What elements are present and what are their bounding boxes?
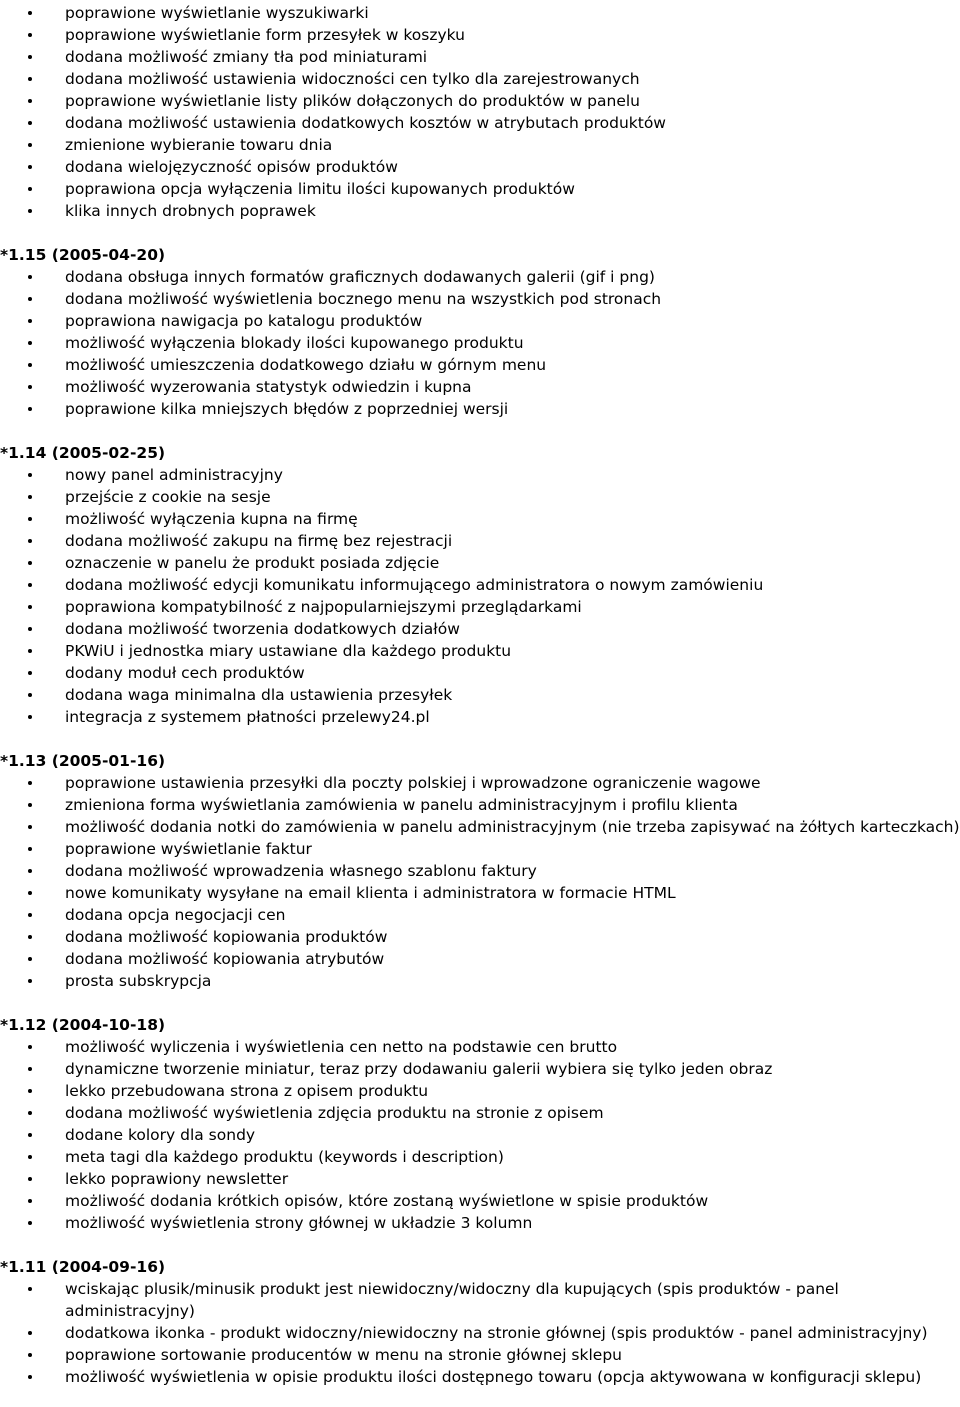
list-item-text: dynamiczne tworzenie miniatur, teraz przy dodawaniu galerii wybiera się tylko jeden obraz [65,1060,773,1078]
list-item [0,68,960,90]
bullet-icon [28,1221,32,1225]
bullet-icon [28,561,32,565]
bullet-icon [28,11,32,15]
changes-list [0,464,960,728]
bullet-icon [28,979,32,983]
list-item [0,684,960,706]
list-item-text: nowe komunikaty wysyłane na email klienta i administratora w formacie HTML [65,884,676,902]
list-item-text: możliwość wyliczenia i wyświetlenia cen netto na podstawie cen brutto [65,1038,618,1056]
bullet-icon [28,143,32,147]
list-item-text: poprawione wyświetlanie wyszukiwarki [65,4,369,22]
list-item [0,90,960,112]
list-item-text: wciskając plusik/minusik produkt jest niewidoczny/widoczny dla kupujących (spis produktów - panel administracyjny) [65,1280,839,1320]
list-item [0,398,960,420]
list-item [0,596,960,618]
version-heading: *1.14 (2005-02-25) [0,444,166,462]
bullet-icon [28,407,32,411]
list-item [0,508,960,530]
bullet-icon [28,715,32,719]
version-heading: *1.15 (2005-04-20) [0,246,166,264]
changelog-section-top [0,2,960,222]
list-item [0,310,960,332]
list-item [0,1146,960,1168]
bullet-icon [28,583,32,587]
bullet-icon [28,33,32,37]
changelog-document [0,2,960,1388]
list-item-text: poprawione wyświetlanie form przesyłek w koszyku [65,26,465,44]
bullet-icon [28,825,32,829]
list-item [0,1278,960,1322]
bullet-icon [28,1067,32,1071]
bullet-icon [28,539,32,543]
version-heading: *1.12 (2004-10-18) [0,1016,166,1034]
bullet-icon [28,1089,32,1093]
bullet-icon [28,1287,32,1291]
bullet-icon [28,847,32,851]
list-item [0,1212,960,1234]
bullet-icon [28,297,32,301]
list-item [0,1124,960,1146]
list-item-text: dodany moduł cech produktów [65,664,305,682]
list-item [0,618,960,640]
bullet-icon [28,649,32,653]
list-item-text: dodana możliwość ustawienia widoczności cen tylko dla zarejestrowanych [65,70,640,88]
list-item [0,134,960,156]
bullet-icon [28,1375,32,1379]
bullet-icon [28,319,32,323]
bullet-icon [28,165,32,169]
list-item-text: poprawione wyświetlanie listy plików dołączonych do produktów w panelu [65,92,641,110]
bullet-icon [28,1353,32,1357]
list-item [0,530,960,552]
list-item-text: dodane kolory dla sondy [65,1126,256,1144]
list-item [0,1322,960,1344]
list-item [0,178,960,200]
list-item [0,354,960,376]
list-item-text: lekko poprawiony newsletter [65,1170,289,1188]
list-item-text: dodana możliwość edycji komunikatu informującego administratora o nowym zamówieniu [65,576,764,594]
list-item-text: dodana obsługa innych formatów graficznych dodawanych galerii (gif i png) [65,268,655,286]
changes-list [0,2,960,222]
bullet-icon [28,913,32,917]
bullet-icon [28,275,32,279]
list-item [0,662,960,684]
list-item [0,156,960,178]
list-item-text: zmienione wybieranie towaru dnia [65,136,333,154]
bullet-icon [28,1155,32,1159]
list-item [0,1366,960,1388]
list-item-text: poprawione sortowanie producentów w menu na stronie głównej sklepu [65,1346,622,1364]
bullet-icon [28,385,32,389]
bullet-icon [28,1045,32,1049]
list-item-text: dodana możliwość wyświetlenia zdjęcia produktu na stronie z opisem [65,1104,604,1122]
bullet-icon [28,957,32,961]
list-item-text: lekko przebudowana strona z opisem produktu [65,1082,429,1100]
bullet-icon [28,55,32,59]
list-item-text: poprawiona kompatybilność z najpopularniejszymi przeglądarkami [65,598,582,616]
bullet-icon [28,99,32,103]
list-item [0,970,960,992]
list-item [0,1036,960,1058]
list-item [0,882,960,904]
bullet-icon [28,693,32,697]
list-item-text: poprawione kilka mniejszych błędów z poprzedniej wersji [65,400,509,418]
version-heading: *1.11 (2004-09-16) [0,1258,166,1276]
list-item [0,288,960,310]
list-item [0,1080,960,1102]
list-item-text: zmieniona forma wyświetlania zamówienia w panelu administracyjnym i profilu klienta [65,796,738,814]
list-item-text: dodana waga minimalna dla ustawienia przesyłek [65,686,453,704]
list-item [0,838,960,860]
list-item-text: poprawione wyświetlanie faktur [65,840,312,858]
bullet-icon [28,935,32,939]
list-item-text: przejście z cookie na sesje [65,488,271,506]
list-item-text: dodana możliwość kopiowania atrybutów [65,950,385,968]
list-item-text: dodana opcja negocjacji cen [65,906,286,924]
bullet-icon [28,1111,32,1115]
list-item-text: dodana możliwość kopiowania produktów [65,928,388,946]
list-item [0,2,960,24]
bullet-icon [28,209,32,213]
changes-list [0,1036,960,1234]
bullet-icon [28,187,32,191]
bullet-icon [28,891,32,895]
list-item-text: możliwość wyłączenia kupna na firmę [65,510,358,528]
changelog-section [0,1014,960,1234]
list-item-text: integracja z systemem płatności przelewy24.pl [65,708,430,726]
changelog-section [0,1256,960,1388]
bullet-icon [28,1133,32,1137]
list-item-text: możliwość umieszczenia dodatkowego działu w górnym menu [65,356,547,374]
bullet-icon [28,605,32,609]
bullet-icon [28,671,32,675]
list-item-text: klika innych drobnych poprawek [65,202,316,220]
bullet-icon [28,781,32,785]
list-item [0,200,960,222]
bullet-icon [28,341,32,345]
list-item-text: dodatkowa ikonka - produkt widoczny/niewidoczny na stronie głównej (spis produktów - panel administracyjny) [65,1324,928,1342]
bullet-icon [28,363,32,367]
changes-list [0,1278,960,1388]
list-item-text: możliwość wyłączenia blokady ilości kupowanego produktu [65,334,524,352]
list-item [0,112,960,134]
list-item-text: dodana wielojęzyczność opisów produktów [65,158,398,176]
bullet-icon [28,495,32,499]
list-item [0,816,960,838]
list-item [0,860,960,882]
list-item-text: nowy panel administracyjny [65,466,283,484]
list-item [0,332,960,354]
changes-list [0,772,960,992]
list-item [0,464,960,486]
bullet-icon [28,869,32,873]
list-item [0,772,960,794]
list-item [0,640,960,662]
list-item-text: PKWiU i jednostka miary ustawiane dla każdego produktu [65,642,512,660]
list-item-text: oznaczenie w panelu że produkt posiada zdjęcie [65,554,440,572]
list-item [0,24,960,46]
list-item [0,1102,960,1124]
list-item-text: możliwość wyświetlenia strony głównej w układzie 3 kolumn [65,1214,533,1232]
list-item-text: dodana możliwość ustawienia dodatkowych kosztów w atrybutach produktów [65,114,666,132]
list-item-text: prosta subskrypcja [65,972,212,990]
list-item [0,266,960,288]
list-item [0,1168,960,1190]
list-item-text: meta tagi dla każdego produktu (keywords i description) [65,1148,504,1166]
changes-list [0,266,960,420]
version-heading: *1.13 (2005-01-16) [0,752,166,770]
list-item [0,926,960,948]
bullet-icon [28,1177,32,1181]
list-item-text: dodana możliwość tworzenia dodatkowych działów [65,620,460,638]
bullet-icon [28,803,32,807]
bullet-icon [28,1331,32,1335]
list-item-text: możliwość wyzerowania statystyk odwiedzin i kupna [65,378,472,396]
list-item [0,552,960,574]
list-item [0,1344,960,1366]
changelog-section [0,750,960,992]
changelog-section [0,244,960,420]
list-item [0,1190,960,1212]
list-item-text: możliwość wyświetlenia w opisie produktu ilości dostępnego towaru (opcja aktywowana w konfiguracji sklepu) [65,1368,922,1386]
list-item [0,948,960,970]
list-item-text: poprawiona nawigacja po katalogu produktów [65,312,423,330]
changelog-section [0,442,960,728]
list-item [0,574,960,596]
list-item-text: poprawiona opcja wyłączenia limitu ilości kupowanych produktów [65,180,575,198]
bullet-icon [28,77,32,81]
list-item [0,1058,960,1080]
list-item-text: poprawione ustawienia przesyłki dla poczty polskiej i wprowadzone ograniczenie wagowe [65,774,761,792]
list-item [0,904,960,926]
list-item [0,486,960,508]
bullet-icon [28,517,32,521]
list-item [0,46,960,68]
list-item-text: dodana możliwość zmiany tła pod miniaturami [65,48,428,66]
bullet-icon [28,627,32,631]
bullet-icon [28,473,32,477]
list-item-text: możliwość dodania krótkich opisów, które zostaną wyświetlone w spisie produktów [65,1192,709,1210]
list-item [0,376,960,398]
list-item-text: dodana możliwość zakupu na firmę bez rejestracji [65,532,453,550]
list-item-text: dodana możliwość wyświetlenia bocznego menu na wszystkich pod stronach [65,290,662,308]
list-item [0,706,960,728]
list-item-text: możliwość dodania notki do zamówienia w panelu administracyjnym (nie trzeba zapisywać na żółtych karteczkach) [65,818,960,836]
list-item [0,794,960,816]
bullet-icon [28,1199,32,1203]
bullet-icon [28,121,32,125]
list-item-text: dodana możliwość wprowadzenia własnego szablonu faktury [65,862,537,880]
